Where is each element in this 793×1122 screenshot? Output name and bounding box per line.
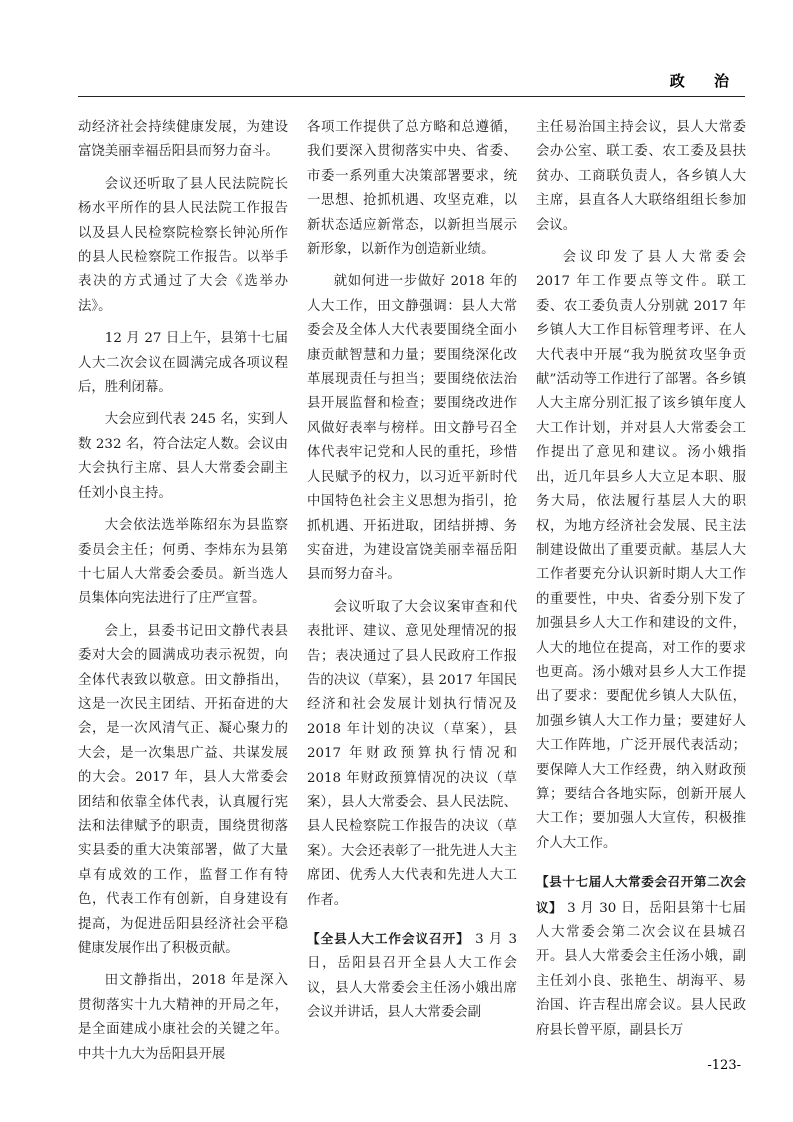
paragraph: 主任易治国主持会议，县人大常委会办公室、联工委、农工委及县扶贫办、工商联负责人，各乡镇人大主席，县直各人大联络组组长参加会议。 <box>536 120 746 233</box>
section-heading: 【县十七届人大常委会召开第二次会议】 <box>536 874 746 915</box>
paragraph: 动经济社会持续健康发展，为建设富饶美丽幸福岳阳县而努力奋斗。 <box>78 120 288 160</box>
text-column-3 <box>536 116 746 1051</box>
section-paragraph <box>307 927 517 1026</box>
text-column-2 <box>307 116 517 1034</box>
section-text: 3 月 3 日，岳阳县召开全县人大工作会议，县人大常委会主任汤小娥出席会议并讲话，县人大常委会副 <box>307 932 518 1021</box>
paragraph: 就如何进一步做好 2018 年的人大工作，田文静强调：县人大常委会及全体人大代表要围绕全面小康贡献智慧和力量；要围绕深化改革展现责任与担当；要围绕依法治县开展监督和检查；要围绕改进作风做好表率与榜样。田文静号召全体代表牢记党和人民的重托，珍惜人民赋予的权力，以习近平新时代中国特色社会主义思想为指引，抢抓机遇、开拓进取，团结拼搏、务实奋进，为建设富饶美丽幸福岳阳县而努力奋斗。 <box>307 274 517 583</box>
paragraph: 大会应到代表 245 名，实到人数 232 名，符合法定人数。会议由大会执行主席、县人大常委会副主任刘小良主持。 <box>78 412 288 501</box>
paragraph: 会议印发了县人大常委会 2017 年工作要点等文件。联工委、农工委负责人分别就 2017 年乡镇人大工作目标管理考评、在人大代表中开展“我为脱贫攻坚争贡献”活动等工作进行了部署。各乡镇人大主席分别汇报了该乡镇年度人大工作计划，并对县人大常委会工作提出了意见和建议。汤小娥指出，近几年县乡人大立足本职、服务大局，依法履行基层人大的职权，为地方经济社会发展、民主法制建设做出了重要贡献。基层人大工作者要充分认识新时期人大工作的重要性，中央、省委分别下发了加强县乡人大工作和建设的文件，人大的地位在提高，对工作的要求也更高。汤小娥对县乡人大工作提出了要求：要配优乡镇人大队伍，加强乡镇人大工作力量；要建好人大工作阵地，广泛开展代表活动；要保障人大工作经费，纳入财政预算；要结合各地实际，创新开展人大工作；要加强人大宣传，积极推介人大工作。 <box>536 250 746 851</box>
header-divider <box>78 96 745 97</box>
paragraph: 田文静指出，2018 年是深入贯彻落实十九大精神的开局之年，是全面建成小康社会的关键之年。中共十九大为岳阳县开展 <box>78 973 288 1062</box>
paragraph: 各项工作提供了总方略和总遵循，我们要深入贯彻落实中央、省委、市委一系列重大决策部署要求，统一思想、抢抓机遇、攻坚克难，以新状态适应新常态，以新担当展示新形象，以新作为创造新业绩。 <box>307 120 517 258</box>
paragraph: 12 月 27 日上午，县第十七届人大二次会议在圆满完成各项议程后，胜利闭幕。 <box>78 331 288 396</box>
section-paragraph <box>536 870 746 1043</box>
text-column-1 <box>78 116 288 1075</box>
section-text: 3 月 30 日，岳阳县第十七届人大常委会第二次会议在县城召开。县人大常委会主任汤小娥，副主任刘小良、张艳生、胡海平、易治国、许吉程出席会议。县人民政府县长曾平原，副县长万 <box>536 900 746 1038</box>
paragraph: 会议听取了大会议案审查和代表批评、建议、意见处理情况的报告；表决通过了县人民政府工作报告的决议（草案），县 2017 年国民经济和社会发展计划执行情况及 2018 年计划的决议（草案），县 2017 年财政预算执行情况和 2018 年财政预算情况的决议（草案），县人大常委会、县人民法院、县人民检察院工作报告的决议（草案）。大会还表彰了一批先进人大主席团、优秀人大代表和先进人大工作者。 <box>307 599 517 908</box>
paragraph: 会上，县委书记田文静代表县委对大会的圆满成功表示祝贺，向全体代表致以敬意。田文静指出，这是一次民主团结、开拓奋进的大会，是一次风清气正、凝心聚力的大会，是一次集思广益、共谋发展的大会。2017 年，县人大常委会团结和依靠全体代表，认真履行宪法和法律赋予的职责，围绕贯彻落实县委的重大决策部署，做了大量卓有成效的工作，监督工作有特色，代表工作有创新，自身建设有提高，为促进岳阳县经济社会平稳健康发展作出了积极贡献。 <box>78 623 288 956</box>
paragraph: 会议还听取了县人民法院院长杨水平所作的县人民法院工作报告以及县人民检察院检察长钟沁所作的县人民检察院工作报告。以举手表决的方式通过了大会《选举办法》。 <box>78 176 288 314</box>
section-heading: 【全县人大工作会议召开】 <box>307 931 470 946</box>
paragraph: 大会依法选举陈绍东为县监察委员会主任；何勇、李炜东为县第十七届人大常委会委员。新当选人员集体向宪法进行了庄严宣誓。 <box>78 518 288 607</box>
page-section-title: 政 治 <box>669 72 741 90</box>
page-number: -123- <box>707 1058 741 1073</box>
